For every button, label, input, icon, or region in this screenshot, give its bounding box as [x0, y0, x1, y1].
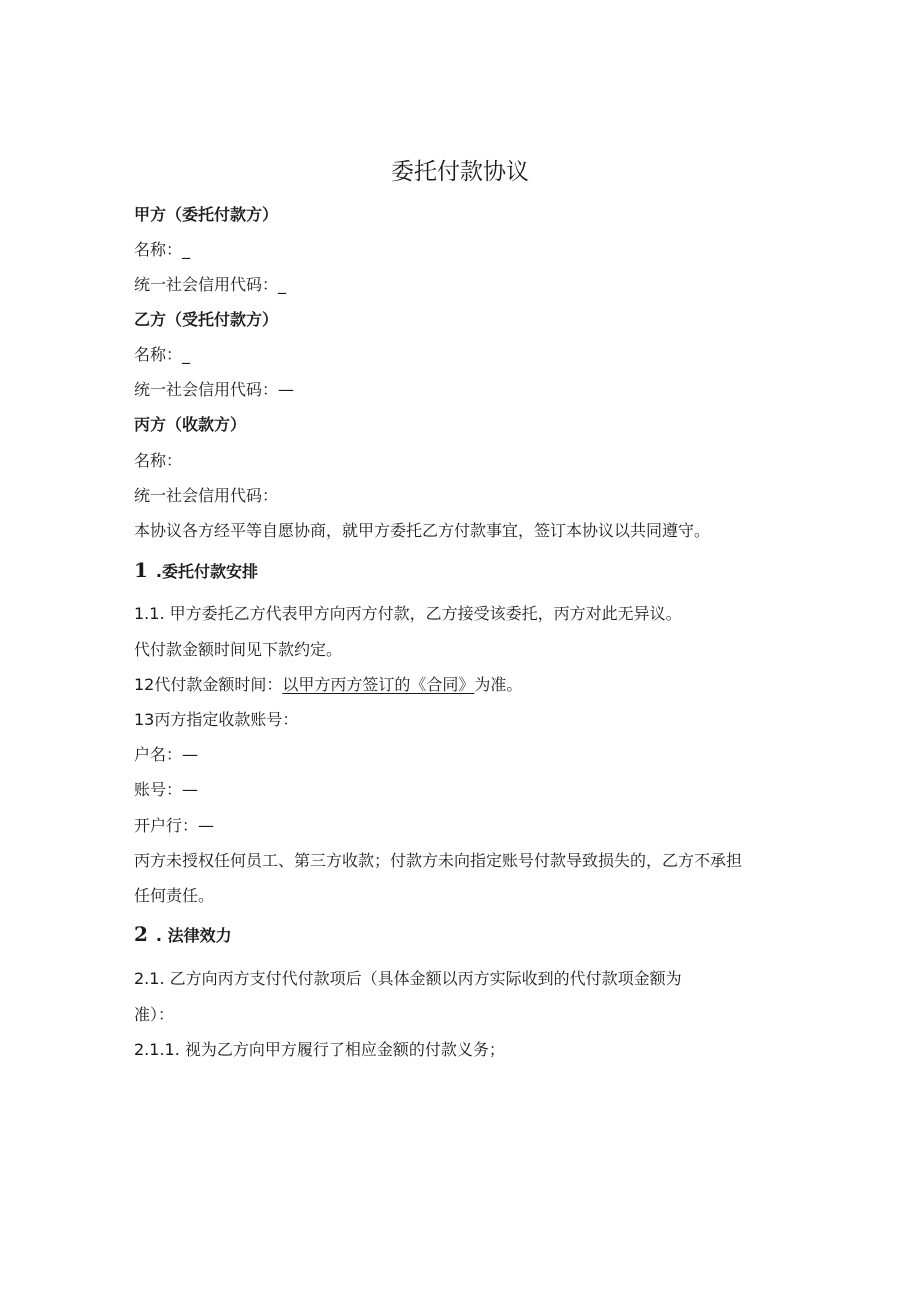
- clause-1-2: [134, 673, 522, 697]
- document-title: 委托付款协议: [391, 159, 529, 185]
- section-2-title: . 法律效力: [155, 926, 232, 945]
- note-line-2: 任何责任。: [134, 886, 215, 905]
- party-b-name: 名称：_: [134, 345, 191, 364]
- account-number: 账号：—: [134, 780, 199, 799]
- account-name: 户名：—: [134, 745, 199, 764]
- party-a-code: 统一社会信用代码：_: [134, 275, 287, 294]
- clause-1-2-prefix: 12代付款金额时间：: [134, 675, 283, 694]
- note-line-1: 丙方未授权任何员工、第三方收款；付款方未向指定账号付款导致损失的，乙方不承担: [134, 851, 743, 870]
- party-a-heading: 甲方（委托付款方）: [134, 205, 279, 224]
- clause-2-1-line-2: 准）：: [134, 1005, 175, 1024]
- section-1-number: 1: [134, 558, 148, 582]
- clause-2-1-1: 2.1.1. 视为乙方向甲方履行了相应金额的付款义务；: [134, 1040, 505, 1059]
- account-bank: 开户行：—: [134, 816, 215, 835]
- clause-1-1-cont: 代付款金额时间见下款约定。: [134, 640, 343, 659]
- section-1-title: .委托付款安排: [155, 562, 259, 581]
- clause-2-1-line-1: 2.1. 乙方向丙方支付代付款项后（具体金额以丙方实际收到的代付款项金额为: [134, 969, 682, 988]
- section-2-heading: [134, 922, 232, 948]
- section-2-number: 2: [134, 922, 148, 946]
- party-c-code: 统一社会信用代码：: [134, 486, 279, 505]
- clause-1-2-suffix: 为准。: [474, 675, 523, 694]
- party-b-heading: 乙方（受托付款方）: [134, 310, 279, 329]
- party-b-code: 统一社会信用代码：—: [134, 380, 295, 399]
- clause-1-2-underlined: 以甲方丙方签订的《合同》: [282, 675, 475, 694]
- section-1-heading: [134, 558, 258, 584]
- party-c-heading: 丙方（收款方）: [134, 415, 247, 434]
- clause-1-3: 13丙方指定收款账号：: [134, 710, 299, 729]
- intro-paragraph: 本协议各方经平等自愿协商，就甲方委托乙方付款事宜，签订本协议以共同遵守。: [134, 521, 711, 540]
- party-a-name: 名称：_: [134, 240, 191, 259]
- party-c-name: 名称：: [134, 451, 183, 470]
- clause-1-1: 1.1. 甲方委托乙方代表甲方向丙方付款，乙方接受该委托，丙方对此无异议。: [134, 604, 682, 623]
